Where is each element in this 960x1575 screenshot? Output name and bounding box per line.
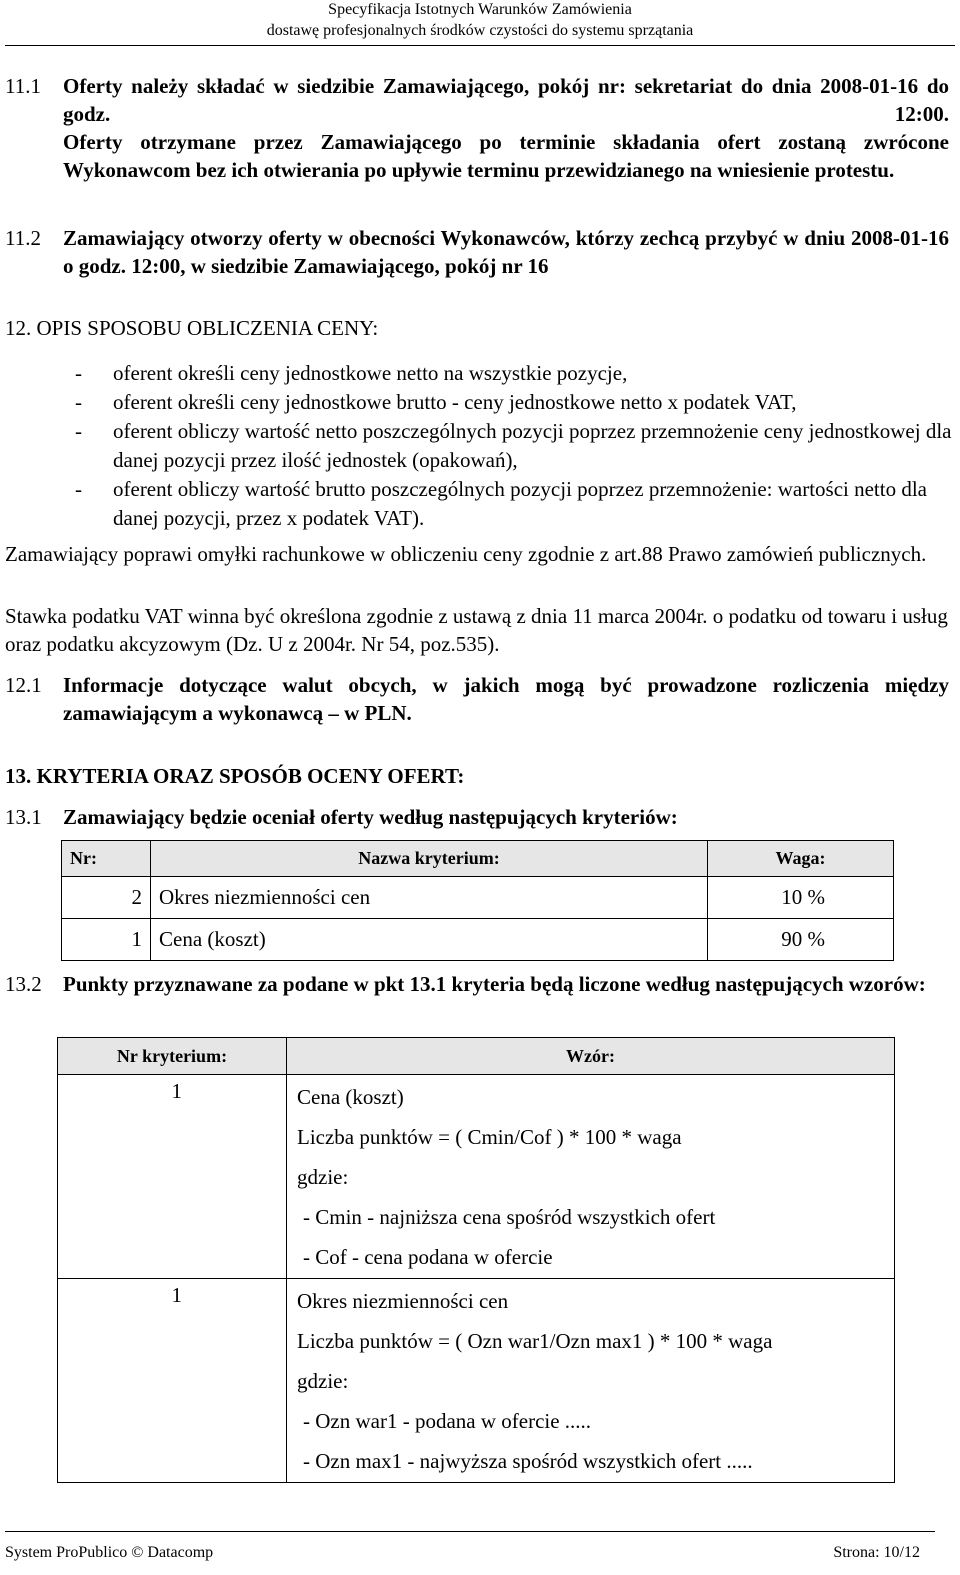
cell-nr: 1 (58, 1279, 287, 1483)
section-13-heading: 13. KRYTERIA ORAZ SPOSÓB OCENY OFERT: (5, 764, 465, 788)
table-row (58, 1279, 895, 1483)
cell-weight: 10 % (708, 877, 894, 919)
header-title: Specyfikacja Istotnych Warunków Zamówienia (328, 1, 632, 18)
section-text: Punkty przyznawane za podane w pkt 13.1 kryteria będą liczone według następujących wzorów: (63, 972, 926, 996)
section-number: 12.1 (5, 673, 42, 697)
table-row (62, 919, 894, 961)
formula-line: - Ozn war1 - podana w ofercie ..... (303, 1409, 592, 1433)
criteria-table (61, 840, 894, 961)
formula-line: gdzie: (297, 1369, 349, 1393)
vat-paragraph: Stawka podatku VAT winna być określona zgodnie z ustawą z dnia 11 marca 2004r. o podatku od towaru i usług oraz podatku akcyzowym (Dz. U z 2004r. Nr 54, poz.535). (5, 604, 948, 656)
cell-weight: 90 % (708, 919, 894, 961)
formula-line: - Cof - cena podana w ofercie (303, 1245, 553, 1269)
page-header (0, 0, 960, 46)
formula-line: Okres niezmienności cen (297, 1289, 509, 1313)
header-divider (5, 45, 955, 46)
cell-criterion: Cena (koszt) (151, 919, 708, 961)
formula-table (57, 1037, 895, 1483)
list-item-text: oferent określi ceny jednostkowe brutto - ceny jednostkowe netto x podatek VAT, (113, 390, 797, 414)
cell-formula (287, 1075, 895, 1279)
header-criterion: Nazwa kryterium: (151, 841, 708, 877)
section-text: Zamawiający będzie oceniał oferty według następujących kryteriów: (63, 805, 678, 829)
section-text (63, 72, 949, 184)
section-paragraph: Oferty otrzymane przez Zamawiającego po terminie składania ofert zostaną zwrócone Wykonawcom bez ich otwierania po upływie terminu przewidzianego na wniesienie protestu. (63, 130, 949, 182)
list-item (75, 417, 955, 475)
cell-nr: 2 (62, 877, 151, 919)
list-item (75, 388, 955, 417)
section-number: 11.1 (5, 74, 41, 98)
list-item-text: oferent obliczy wartość netto poszczególnych pozycji poprzez przemnożenie ceny jednostkowej dla danej pozycji przez ilość jednostek (opakowań), (113, 419, 952, 472)
formula-line: Liczba punktów = ( Cmin/Cof ) * 100 * waga (297, 1125, 682, 1149)
section-number: 13.2 (5, 972, 42, 996)
table-row (62, 877, 894, 919)
list-item (75, 475, 955, 533)
dash-marker: - (75, 419, 82, 443)
table-header-row (62, 841, 894, 877)
header-nr: Nr: (62, 841, 151, 877)
header-formula: Wzór: (287, 1038, 895, 1075)
dash-marker: - (75, 477, 82, 501)
dash-marker: - (75, 390, 82, 414)
cell-nr: 1 (62, 919, 151, 961)
section-paragraph: Oferty należy składać w siedzibie Zamawiającego, pokój nr: sekretariat do dnia 2008-01-16 do godz. 12:00. (63, 74, 949, 126)
footer-copyright: System ProPublico © Datacomp (5, 1544, 214, 1561)
footer-divider (5, 1531, 935, 1532)
formula-line: - Ozn max1 - najwyższa spośród wszystkich ofert ..... (303, 1449, 753, 1473)
correction-paragraph: Zamawiający poprawi omyłki rachunkowe w obliczeniu ceny zgodnie z art.88 Prawo zamówień publicznych. (5, 542, 927, 566)
formula-line: - Cmin - najniższa cena spośród wszystkich ofert (303, 1205, 716, 1229)
header-subtitle: dostawę profesjonalnych środków czystości do systemu sprzątania (266, 22, 694, 39)
formula-line: Cena (koszt) (297, 1085, 404, 1109)
formula-line: Liczba punktów = ( Ozn war1/Ozn max1 ) * 100 * waga (297, 1329, 773, 1353)
formula-line: gdzie: (297, 1165, 349, 1189)
table-header-row (58, 1038, 895, 1075)
dash-marker: - (75, 361, 82, 385)
section-text: Zamawiający otworzy oferty w obecności Wykonawców, którzy zechcą przybyć w dniu 2008-01-16 o godz. 12:00, w siedzibie Zamawiającego, pokój nr 16 (63, 226, 949, 278)
section-number: 11.2 (5, 226, 41, 250)
list-item-text: oferent obliczy wartość brutto poszczególnych pozycji poprzez przemnożenie: wartości netto dla danej pozycji, przez x podatek VAT). (113, 477, 928, 530)
cell-nr: 1 (58, 1075, 287, 1279)
header-nr: Nr kryterium: (58, 1038, 287, 1075)
list-item-text: oferent określi ceny jednostkowe netto na wszystkie pozycje, (113, 361, 628, 385)
section-12-heading: 12. OPIS SPOSOBU OBLICZENIA CENY: (5, 316, 379, 340)
page-number: Strona: 10/12 (833, 1544, 920, 1561)
list-item (75, 359, 955, 388)
table-row (58, 1075, 895, 1279)
price-calculation-list (75, 359, 955, 533)
cell-criterion: Okres niezmienności cen (151, 877, 708, 919)
section-number: 13.1 (5, 805, 42, 829)
cell-formula (287, 1279, 895, 1483)
header-weight: Waga: (708, 841, 894, 877)
section-text: Informacje dotyczące walut obcych, w jakich mogą być prowadzone rozliczenia między zamawiającym a wykonawcą – w PLN. (63, 673, 949, 725)
